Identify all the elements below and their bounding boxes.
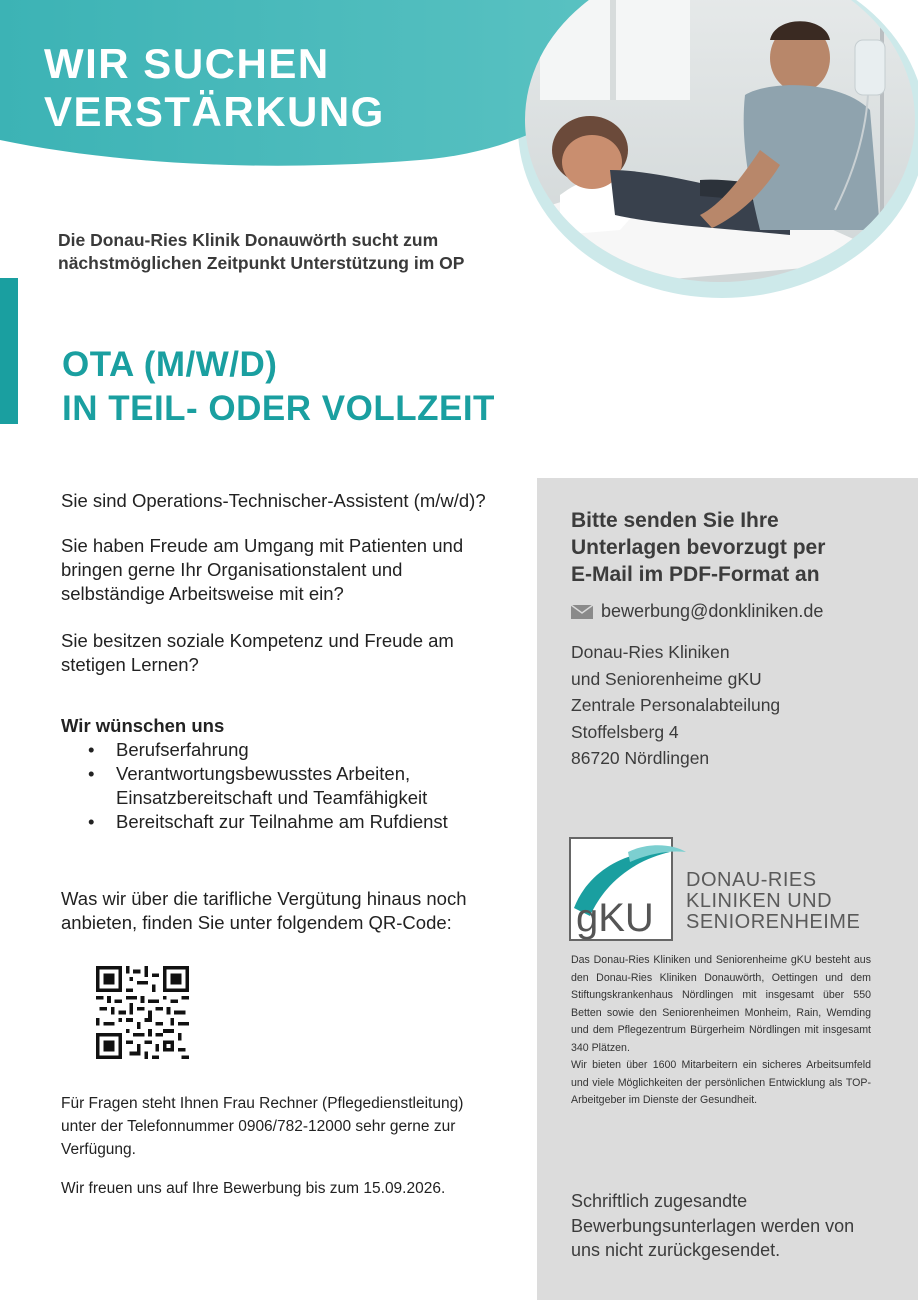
intro-line2: nächstmöglichen Zeitpunkt Unterstützung im OP bbox=[58, 253, 465, 273]
address-line3: Zentrale Personalabteilung bbox=[571, 695, 781, 715]
hero-title-line1: WIR SUCHEN bbox=[44, 40, 330, 87]
closing-line2: Bewerbungsunterlagen werden von bbox=[571, 1215, 855, 1236]
address-line5: 86720 Nördlingen bbox=[571, 748, 710, 768]
question-2-line3: selbständige Arbeitsweise mit ein? bbox=[61, 583, 344, 604]
logo-line2: KLINIKEN UND bbox=[686, 890, 833, 912]
closing-line3: uns nicht zurückgesendet. bbox=[571, 1240, 781, 1260]
benefits-line2: anbieten, finden Sie unter folgendem QR-Code: bbox=[61, 912, 452, 933]
job-title bbox=[62, 343, 495, 431]
question-3-line2: stetigen Lernen? bbox=[61, 654, 199, 675]
wish-item-text: Verantwortungsbewusstes Arbeiten, bbox=[116, 763, 411, 784]
address-line1: Donau-Ries Kliniken bbox=[571, 642, 730, 662]
qr-code[interactable] bbox=[96, 966, 189, 1059]
address-line2: und Seniorenheime gKU bbox=[571, 668, 762, 689]
hero-title bbox=[44, 40, 385, 136]
job-title-line2: IN TEIL- ODER VOLLZEIT bbox=[62, 389, 495, 428]
contact-line1: Für Fragen steht Ihnen Frau Rechner (Pflegedienstleitung) bbox=[61, 1095, 464, 1112]
panel-heading bbox=[571, 507, 881, 588]
question-1 bbox=[61, 489, 511, 513]
question-2 bbox=[61, 534, 511, 606]
panel-heading-line2: Unterlagen bevorzugt per bbox=[571, 536, 826, 559]
wishes-heading: Wir wünschen uns bbox=[61, 715, 225, 736]
deadline-text bbox=[61, 1177, 511, 1200]
panel-heading-line1: Bitte senden Sie Ihre bbox=[571, 509, 779, 532]
hero-title-line2: VERSTÄRKUNG bbox=[44, 88, 385, 135]
contact-text bbox=[61, 1092, 511, 1161]
logo-text bbox=[686, 870, 860, 933]
postal-address bbox=[571, 639, 780, 772]
mail-icon bbox=[571, 605, 593, 619]
wish-item bbox=[61, 810, 511, 834]
contact-line2: unter der Telefonnummer 0906/782-12000 sehr gerne zur bbox=[61, 1118, 456, 1135]
email-link[interactable]: bewerbung@donkliniken.de bbox=[601, 601, 824, 621]
closing-note bbox=[571, 1189, 881, 1263]
question-2-line2: bringen gerne Ihr Organisationstalent und bbox=[61, 559, 403, 580]
question-2-line1: Sie haben Freude am Umgang mit Patienten und bbox=[61, 535, 464, 556]
job-title-line1: OTA (M/W/D) bbox=[62, 345, 278, 384]
logo-line1: DONAU-RIES bbox=[686, 869, 817, 891]
deadline-line: Wir freuen uns auf Ihre Bewerbung bis zum 15.09.2026. bbox=[61, 1180, 446, 1197]
wish-item bbox=[61, 762, 511, 810]
question-3 bbox=[61, 629, 511, 677]
about-text bbox=[571, 952, 871, 1110]
question-1-text: Sie sind Operations-Technischer-Assistent (m/w/d)? bbox=[61, 490, 486, 511]
address-line4: Stoffelsberg 4 bbox=[571, 721, 679, 742]
panel-heading-line3: E-Mail im PDF-Format an bbox=[571, 563, 820, 586]
benefits-text bbox=[61, 887, 511, 935]
wish-item bbox=[61, 738, 511, 762]
wish-item-text: Einsatzbereitschaft und Teamfähigkeit bbox=[116, 787, 428, 808]
email-row bbox=[571, 599, 823, 623]
intro-line1: Die Donau-Ries Klinik Donauwörth sucht zum bbox=[58, 230, 439, 250]
logo-line3: SENIORENHEIME bbox=[686, 911, 861, 933]
wishes-list bbox=[61, 738, 511, 834]
benefits-line1: Was wir über die tarifliche Vergütung hinaus noch bbox=[61, 888, 467, 909]
accent-bar bbox=[0, 278, 18, 424]
closing-line1: Schriftlich zugesandte bbox=[571, 1191, 748, 1211]
about-paragraph-1: Das Donau-Ries Kliniken und Seniorenheime gKU besteht aus den Donau-Ries Kliniken Donauwörth, Oettingen und dem Stiftungskrankenhaus Nördlingen mit insgesamt über 550 Betten sowie den Seniorenheimen Monheim, Rain, Wemding und dem Pflegezentrum Bürgerheim Nördlingen mit insgesamt 340 Plätzen. bbox=[571, 954, 871, 1054]
wish-item-text: Bereitschaft zur Teilnahme am Rufdienst bbox=[116, 811, 448, 832]
question-3-line1: Sie besitzen soziale Kompetenz und Freude am bbox=[61, 630, 454, 651]
about-paragraph-2: Wir bieten über 1600 Mitarbeitern ein sicheres Arbeitsumfeld und viele Möglichkeiten der persönlichen Entwicklung als TOP-Arbeitgeber im Dienste der Gesundheit. bbox=[571, 1059, 871, 1106]
contact-line3: Verfügung. bbox=[61, 1141, 136, 1158]
logo-mark: gKU bbox=[576, 896, 654, 940]
intro-text bbox=[58, 229, 528, 275]
wishes-section bbox=[61, 714, 511, 834]
wish-item-text: Berufserfahrung bbox=[116, 739, 249, 760]
